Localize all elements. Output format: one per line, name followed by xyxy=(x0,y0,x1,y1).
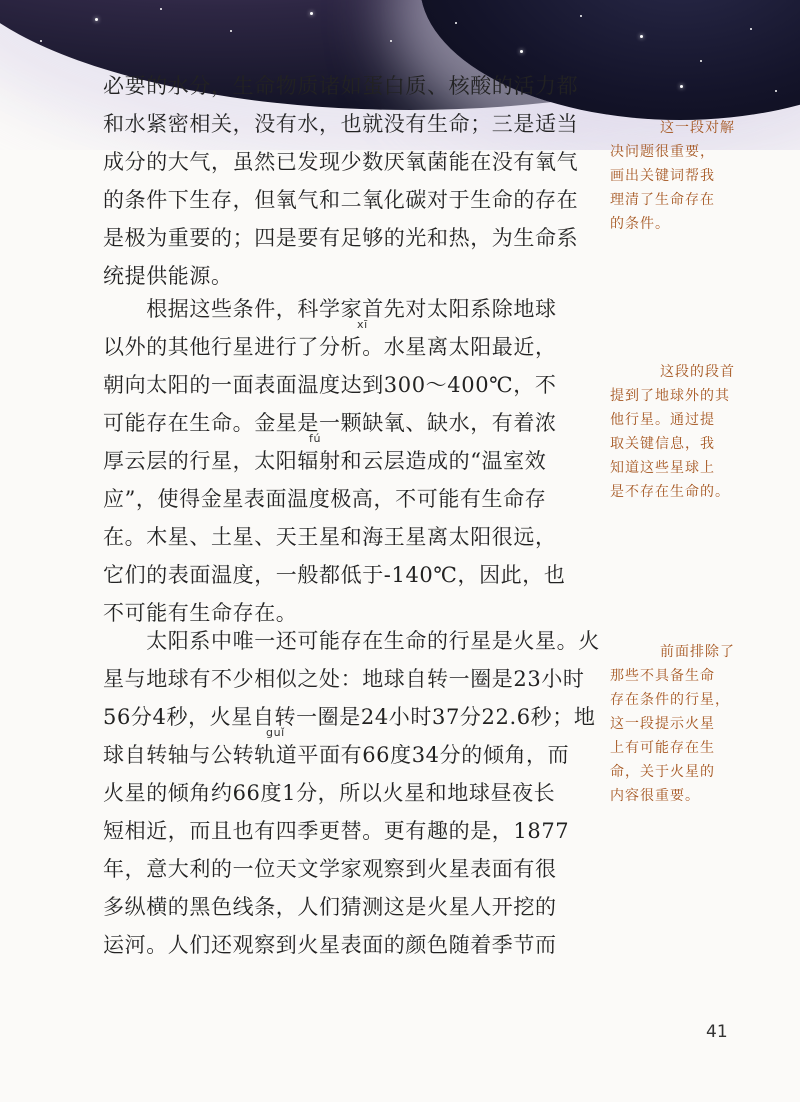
star xyxy=(455,22,457,24)
text-line-content: 球自转轴与公转轨道平面有66度34分的倾角，而 xyxy=(103,743,570,767)
text-line: 它们的表面温度，一般都低于-140℃，因此，也 xyxy=(103,563,566,587)
text-line: 短相近，而且也有四季更替。更有趣的是，1877 xyxy=(103,819,570,843)
star xyxy=(700,60,702,62)
star xyxy=(680,85,683,88)
text-line-content: 厚云层的行星，太阳辐射和云层造成的“温室效 xyxy=(103,449,547,473)
note-line: 存在条件的行星， xyxy=(610,692,730,708)
text-line xyxy=(103,726,583,774)
note-line: 取关键信息，我 xyxy=(610,436,715,452)
body-paragraph-1 xyxy=(103,67,583,295)
note-line: 内容很重要。 xyxy=(610,788,700,804)
note-line: 的条件。 xyxy=(610,216,670,232)
note-line: 画出关键词帮我 xyxy=(610,168,715,184)
pinyin-annotation: guǐ xyxy=(266,726,285,739)
star xyxy=(640,35,643,38)
note-line: 前面排除了 xyxy=(660,644,735,660)
body-paragraph-3 xyxy=(103,622,600,964)
note-line: 这段的段首 xyxy=(660,364,735,380)
text-line: 统提供能源。 xyxy=(103,264,233,288)
star xyxy=(750,28,752,30)
star xyxy=(775,90,777,92)
text-line: 成分的大气，虽然已发现少数厌氧菌能在没有氧气 xyxy=(103,150,579,174)
page-number: 41 xyxy=(706,1022,728,1042)
text-line: 运河。人们还观察到火星表面的颜色随着季节而 xyxy=(103,933,557,957)
text-line: 根据这些条件，科学家首先对太阳系除地球 xyxy=(103,297,557,321)
text-line-content: 以外的其他行星进行了分析。水星离太阳最近， xyxy=(103,335,557,359)
text-line: 和水紧密相关，没有水，也就没有生命；三是适当 xyxy=(103,112,579,136)
text-line: 56分4秒，火星自转一圈是24小时37分22.6秒；地 xyxy=(103,705,596,729)
text-line xyxy=(103,432,583,480)
star xyxy=(40,40,42,42)
text-line: 星与地球有不少相似之处：地球自转一圈是23小时 xyxy=(103,667,585,691)
star xyxy=(390,40,392,42)
star xyxy=(310,12,313,15)
text-line: 太阳系中唯一还可能存在生命的行星是火星。火 xyxy=(103,629,600,653)
note-line: 理清了生命存在 xyxy=(610,192,715,208)
text-line: 必要的水分，生命物质诸如蛋白质、核酸的活力都 xyxy=(103,74,579,98)
margin-note-1 xyxy=(610,116,735,236)
text-line xyxy=(103,318,583,366)
star xyxy=(160,8,162,10)
note-line: 他行星。通过提 xyxy=(610,412,715,428)
margin-note-3 xyxy=(610,640,735,808)
text-line: 的条件下生存，但氧气和二氧化碳对于生命的存在 xyxy=(103,188,579,212)
text-line: 可能存在生命。金星是一颗缺氧、缺水，有着浓 xyxy=(103,411,557,435)
text-line: 火星的倾角约66度1分，所以火星和地球昼夜长 xyxy=(103,781,556,805)
margin-note-2 xyxy=(610,360,735,504)
note-line: 决问题很重要， xyxy=(610,144,715,160)
note-line: 是不存在生命的。 xyxy=(610,484,730,500)
note-line: 那些不具备生命 xyxy=(610,668,715,684)
text-line: 朝向太阳的一面表面温度达到300～400℃，不 xyxy=(103,373,557,397)
text-line: 是极为重要的；四是要有足够的光和热，为生命系 xyxy=(103,226,579,250)
text-line: 应”，使得金星表面温度极高，不可能有生命存 xyxy=(103,487,547,511)
text-line: 在。木星、土星、天王星和海王星离太阳很远， xyxy=(103,525,557,549)
note-line: 知道这些星球上 xyxy=(610,460,715,476)
note-line: 命，关于火星的 xyxy=(610,764,715,780)
note-line: 上有可能存在生 xyxy=(610,740,715,756)
note-line: 这一段对解 xyxy=(660,120,735,136)
text-line: 不可能有生命存在。 xyxy=(103,601,298,625)
star xyxy=(580,15,582,17)
text-line: 多纵横的黑色线条，人们猜测这是火星人开挖的 xyxy=(103,895,557,919)
note-line: 这一段提示火星 xyxy=(610,716,715,732)
note-line: 提到了地球外的其 xyxy=(610,388,730,404)
pinyin-annotation: xī xyxy=(357,318,368,331)
star xyxy=(95,18,98,21)
text-line: 年，意大利的一位天文学家观察到火星表面有很 xyxy=(103,857,557,881)
star xyxy=(520,50,523,53)
body-paragraph-2 xyxy=(103,290,583,632)
pinyin-annotation: fú xyxy=(309,432,322,445)
star xyxy=(230,30,232,32)
